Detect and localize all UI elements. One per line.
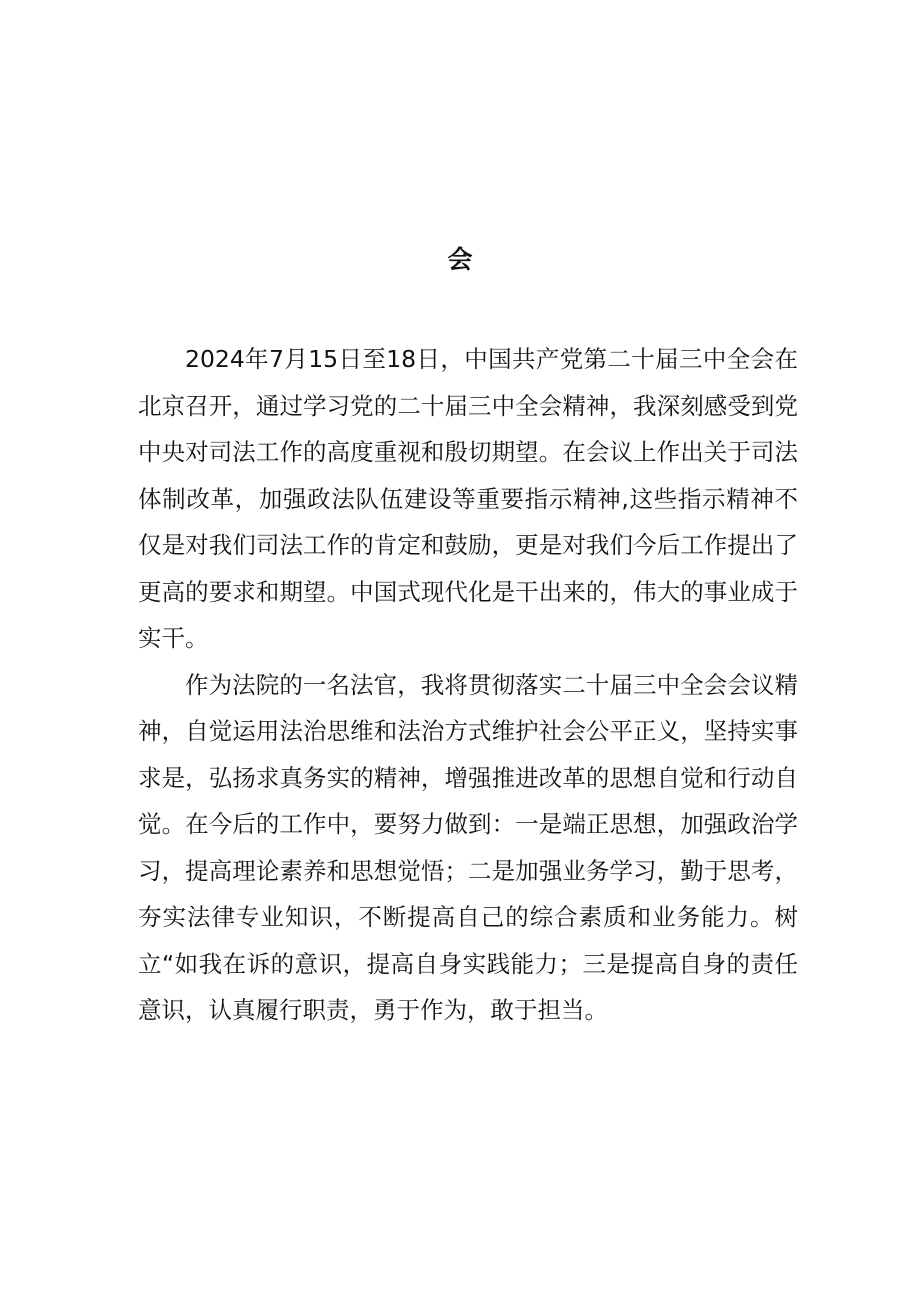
document-title: 会 (447, 245, 473, 274)
paragraph-1: 2024年7月15日至18日，中国共产党第二十届三中全会在北京召开，通过学习党的二十届三中全会精神，我深刻感受到党中央对司法工作的高度重视和殷切期望。在会议上作出关于司法体制改革，加强政法队伍建设等重要指示精神,这些指示精神不仅是对我们司法工作的肯定和鼓励，更是对我们今后工作提出了更高的要求和期望。中国式现代化是干出来的，伟大的事业成于实干。 (138, 345, 798, 652)
paragraph-2: 作为法院的一名法官，我将贯彻落实二十届三中全会会议精神，自觉运用法治思维和法治方式维护社会公平正义，坚持实事求是，弘扬求真务实的精神，增强推进改革的思想自觉和行动自觉。在今后的工作中，要努力做到：一是端正思想，加强政治学习，提高理论素养和思想觉悟；二是加强业务学习，勤于思考，夯实法律专业知识，不断提高自己的综合素质和业务能力。树立“如我在诉的意识，提高自身实践能力；三是提高自身的责任意识，认真履行职责，勇于作为，敢于担当。 (138, 670, 798, 1024)
document-body (138, 336, 798, 1034)
